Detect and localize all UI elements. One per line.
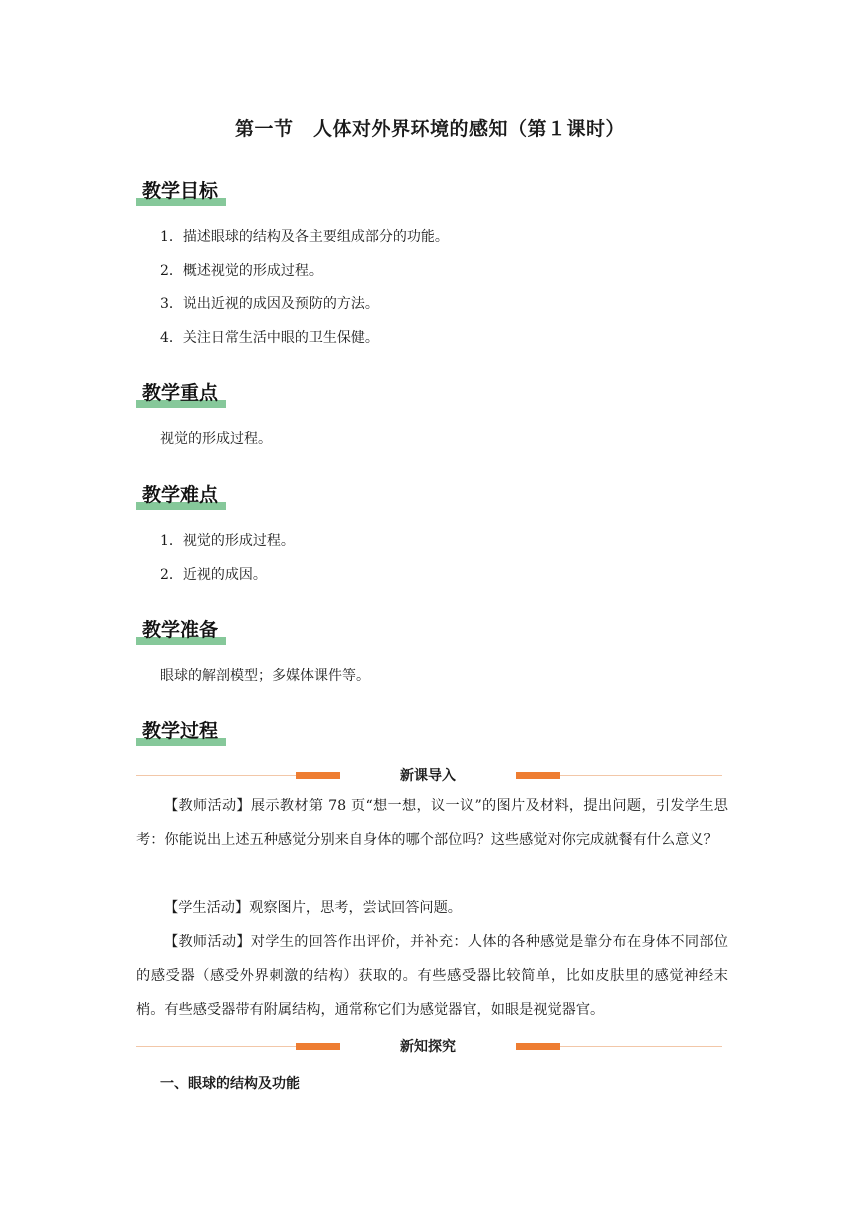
- divider-accent: [516, 1043, 560, 1050]
- section-heading-text: 教学准备: [142, 619, 219, 641]
- body-paragraph: 【学生活动】观察图片，思考，尝试回答问题。: [164, 900, 462, 916]
- objective-item: 2．概述视觉的形成过程。: [160, 263, 323, 279]
- objective-item: 3．说出近视的成因及预防的方法。: [160, 296, 379, 312]
- objective-item: 1．描述眼球的结构及各主要组成部分的功能。: [160, 229, 449, 245]
- page-title: 第一节 人体对外界环境的感知（第１课时）: [234, 118, 625, 140]
- divider-line: [560, 775, 722, 776]
- body-paragraph: 【教师活动】对学生的回答作出评价，并补充：人体的各种感觉是靠分布在身体不同部位的感受器（感受外界刺激的结构）获取的。有些感受器比较简单，比如皮肤里的感觉神经末梢。有些感受器带有附属结构，通常称它们为感觉器官，如眼是视觉器官。: [136, 934, 728, 1018]
- divider-line: [136, 775, 296, 776]
- section-heading-text: 教学目标: [142, 180, 219, 202]
- subsection-heading: 一、眼球的结构及功能: [160, 1076, 300, 1092]
- divider-intro: [136, 765, 722, 787]
- divider-accent: [516, 772, 560, 779]
- divider-line: [560, 1046, 722, 1047]
- divider-accent: [296, 772, 340, 779]
- body-paragraph: 【教师活动】展示教材第 78 页“想一想，议一议”的图片及材料，提出问题，引发学生思考：你能说出上述五种感觉分别来自身体的哪个部位吗？这些感觉对你完成就餐有什么意义？: [136, 798, 728, 848]
- divider-accent: [296, 1043, 340, 1050]
- divider-explore: [136, 1036, 722, 1058]
- divider-label: 新课导入: [400, 768, 456, 784]
- divider-line: [136, 1046, 296, 1047]
- section-heading-text: 教学重点: [142, 382, 219, 404]
- difficulty-item: 1．视觉的形成过程。: [160, 533, 295, 549]
- difficulty-item: 2．近视的成因。: [160, 567, 267, 583]
- section-heading-text: 教学过程: [142, 720, 219, 742]
- divider-label: 新知探究: [400, 1039, 456, 1055]
- key-point-text: 视觉的形成过程。: [160, 431, 272, 447]
- objective-item: 4．关注日常生活中眼的卫生保健。: [160, 330, 379, 346]
- section-heading-text: 教学难点: [142, 484, 219, 506]
- preparation-text: 眼球的解剖模型；多媒体课件等。: [160, 668, 370, 684]
